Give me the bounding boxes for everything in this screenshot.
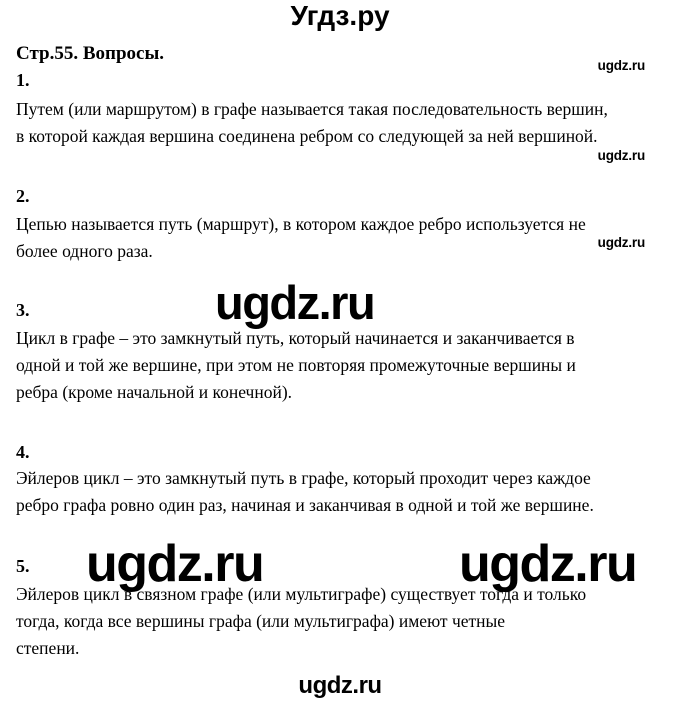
- question-text-1: [16, 96, 664, 150]
- question-line: Цепью называется путь (маршрут), в котором каждое ребро используется не: [16, 214, 586, 234]
- question-line: Эйлеров цикл – это замкнутый путь в графе, который проходит через каждое: [16, 468, 591, 488]
- question-text-2: [16, 211, 664, 265]
- watermark-large-right: ugdz.ru: [459, 535, 637, 593]
- question-line: тогда, когда все вершины графа (или мультиграфа) имеют четные: [16, 611, 506, 631]
- question-line: в которой каждая вершина соединена ребром со следующей за ней вершиной.: [16, 126, 598, 146]
- question-number-3: 3.: [16, 300, 30, 320]
- question-line: ребра (кроме начальной и конечной).: [16, 382, 293, 402]
- question-number-1: 1.: [16, 70, 30, 90]
- question-number-5: 5.: [16, 556, 30, 576]
- watermark-large-center: ugdz.ru: [215, 276, 375, 329]
- question-text-4: [16, 465, 664, 519]
- watermark-small-1: ugdz.ru: [597, 58, 645, 73]
- question-line: одной и той же вершине, при этом не повторяя промежуточные вершины и: [16, 355, 576, 375]
- site-logo: Угдз.ру: [290, 0, 390, 31]
- question-number-4: 4.: [16, 442, 30, 462]
- watermark-large-left: ugdz.ru: [86, 535, 264, 593]
- watermark-bottom: ugdz.ru: [298, 672, 382, 699]
- question-line: Цикл в графе – это замкнутый путь, который начинается и заканчивается в: [16, 328, 575, 348]
- question-number-2: 2.: [16, 186, 30, 206]
- question-line: ребро графа ровно один раз, начиная и заканчивая в одной и той же вершине.: [16, 495, 594, 515]
- watermark-small-3: ugdz.ru: [597, 235, 645, 250]
- question-line: Эйлеров цикл в связном графе (или мультиграфе) существует тогда и только: [16, 584, 587, 604]
- question-line: Путем (или маршрутом) в графе называется такая последовательность вершин,: [16, 99, 608, 119]
- question-line: степени.: [16, 638, 80, 658]
- question-text-3: [16, 325, 664, 406]
- page-heading: Стр.55. Вопросы.: [16, 43, 165, 64]
- question-line: более одного раза.: [16, 241, 153, 261]
- question-text-5: [16, 581, 664, 662]
- watermark-small-2: ugdz.ru: [597, 148, 645, 163]
